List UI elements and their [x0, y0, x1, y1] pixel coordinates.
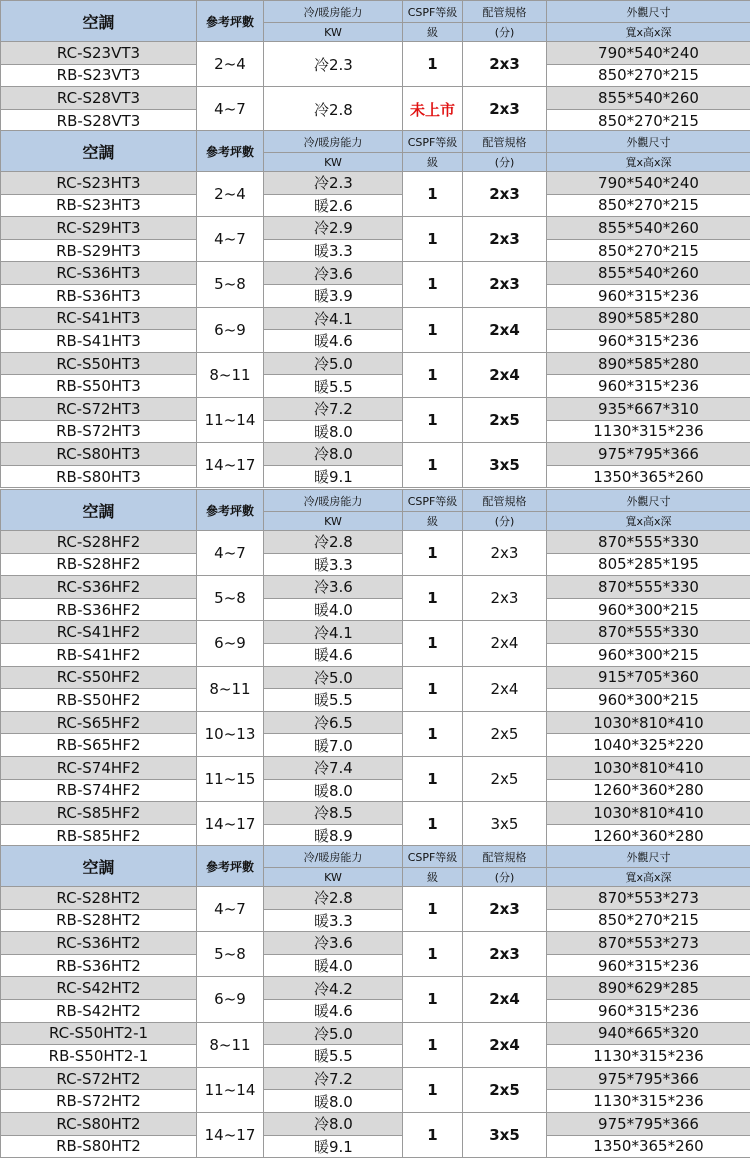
heating-capacity: 暖5.5 [264, 1045, 403, 1068]
table-row [1, 621, 750, 644]
table-row [1, 932, 750, 955]
spec-table-1 [0, 0, 750, 132]
heating-capacity: 暖3.3 [264, 553, 403, 576]
heating-capacity: 暖4.6 [264, 330, 403, 353]
pipe-spec: 2x3 [463, 217, 547, 262]
reference-area: 5~8 [197, 576, 264, 621]
cspf-grade: 1 [403, 1067, 463, 1112]
pipe-spec: 2x4 [463, 977, 547, 1022]
cooling-capacity: 冷5.0 [264, 352, 403, 375]
indoor-dimensions: 870*555*330 [547, 531, 750, 554]
indoor-dimensions: 870*555*330 [547, 576, 750, 599]
indoor-dimensions: 1030*810*410 [547, 756, 750, 779]
table-row [1, 1067, 750, 1090]
indoor-model: RC-S28HF2 [1, 531, 197, 554]
header-cspf: CSPF等級 [403, 846, 463, 868]
heating-capacity: 暖2.6 [264, 194, 403, 217]
outdoor-model: RB-S42HT2 [1, 999, 197, 1022]
pipe-spec: 2x4 [463, 666, 547, 711]
indoor-model: RC-S72HT2 [1, 1067, 197, 1090]
table-row [1, 262, 750, 285]
pipe-spec: 2x4 [463, 621, 547, 666]
table-row [1, 217, 750, 240]
indoor-model: RC-S50HT2-1 [1, 1022, 197, 1045]
spec-table-3 [0, 489, 750, 847]
cooling-capacity: 冷7.2 [264, 397, 403, 420]
table-row [1, 734, 750, 757]
outdoor-dimensions: 1350*365*260 [547, 465, 750, 488]
table-row [1, 443, 750, 466]
outdoor-dimensions: 960*300*215 [547, 598, 750, 621]
indoor-model: RC-S41HF2 [1, 621, 197, 644]
pipe-spec: 2x3 [463, 262, 547, 307]
header-ref-area: 參考坪數 [197, 490, 264, 531]
pipe-spec: 2x4 [463, 1022, 547, 1067]
cooling-capacity: 冷6.5 [264, 711, 403, 734]
table-row [1, 465, 750, 488]
pipe-spec: 3x5 [463, 443, 547, 488]
cspf-grade: 1 [403, 977, 463, 1022]
reference-area: 4~7 [197, 87, 264, 132]
heating-capacity: 暖5.5 [264, 375, 403, 398]
indoor-dimensions: 855*540*260 [547, 87, 750, 110]
cspf-grade: 1 [403, 443, 463, 488]
cspf-grade: 1 [403, 802, 463, 847]
header-pipe: 配管規格 [463, 846, 547, 868]
heating-capacity: 暖9.1 [264, 1135, 403, 1158]
outdoor-model: RB-S85HF2 [1, 824, 197, 847]
pipe-spec: 3x5 [463, 1112, 547, 1157]
header-capacity: 冷/暖房能力 [264, 490, 403, 512]
heating-capacity: 暖8.0 [264, 420, 403, 443]
outdoor-model: RB-S72HT3 [1, 420, 197, 443]
cooling-capacity: 冷8.0 [264, 1112, 403, 1135]
outdoor-dimensions: 1130*315*236 [547, 1045, 750, 1068]
table-row [1, 689, 750, 712]
table-header-row [1, 1, 750, 23]
table-row [1, 954, 750, 977]
table-header-row [1, 131, 750, 153]
table-row [1, 330, 750, 353]
pipe-spec: 2x3 [463, 531, 547, 576]
reference-area: 2~4 [197, 42, 264, 87]
heating-capacity: 暖4.6 [264, 643, 403, 666]
indoor-model: RC-S29HT3 [1, 217, 197, 240]
reference-area: 11~14 [197, 1067, 264, 1112]
outdoor-model: RB-S28HF2 [1, 553, 197, 576]
indoor-model: RC-S85HF2 [1, 802, 197, 825]
indoor-dimensions: 915*705*360 [547, 666, 750, 689]
header-pipe: 配管規格 [463, 490, 547, 512]
cooling-capacity: 冷3.6 [264, 576, 403, 599]
header-capacity: 冷/暖房能力 [264, 846, 403, 868]
cspf-grade: 1 [403, 621, 463, 666]
indoor-dimensions: 855*540*260 [547, 262, 750, 285]
outdoor-dimensions: 1040*325*220 [547, 734, 750, 757]
table-row [1, 239, 750, 262]
outdoor-dimensions: 850*270*215 [547, 194, 750, 217]
header-ref-area: 參考坪數 [197, 846, 264, 887]
table-row [1, 802, 750, 825]
cooling-capacity: 冷2.3 [264, 42, 403, 87]
outdoor-model: RB-S41HT3 [1, 330, 197, 353]
table-row [1, 643, 750, 666]
heating-capacity: 暖8.0 [264, 779, 403, 802]
table-row [1, 909, 750, 932]
cspf-grade: 1 [403, 307, 463, 352]
cspf-grade: 1 [403, 1022, 463, 1067]
pipe-spec: 2x5 [463, 756, 547, 801]
reference-area: 8~11 [197, 352, 264, 397]
table-row [1, 779, 750, 802]
indoor-model: RC-S80HT2 [1, 1112, 197, 1135]
outdoor-model: RB-S72HT2 [1, 1090, 197, 1113]
heating-capacity: 暖8.0 [264, 1090, 403, 1113]
header-pipe: 配管規格 [463, 131, 547, 153]
outdoor-model: RB-S23VT3 [1, 64, 197, 87]
outdoor-dimensions: 1130*315*236 [547, 1090, 750, 1113]
header-title: 空調 [1, 846, 197, 887]
header-ref-area: 參考坪數 [197, 131, 264, 172]
header-capacity: 冷/暖房能力 [264, 131, 403, 153]
outdoor-model: RB-S74HF2 [1, 779, 197, 802]
pipe-spec: 2x3 [463, 87, 547, 132]
pipe-spec: 3x5 [463, 802, 547, 847]
cspf-grade: 1 [403, 887, 463, 932]
cspf-grade: 1 [403, 711, 463, 756]
outdoor-dimensions: 1130*315*236 [547, 420, 750, 443]
outdoor-model: RB-S65HF2 [1, 734, 197, 757]
table-row [1, 977, 750, 1000]
table-row [1, 756, 750, 779]
header-title: 空調 [1, 131, 197, 172]
indoor-model: RC-S65HF2 [1, 711, 197, 734]
reference-area: 14~17 [197, 443, 264, 488]
pipe-spec: 2x5 [463, 397, 547, 442]
header-cspf-unit: 級 [403, 23, 463, 42]
outdoor-dimensions: 850*270*215 [547, 64, 750, 87]
table-row [1, 172, 750, 195]
pipe-spec: 2x5 [463, 711, 547, 756]
table-header-row [1, 846, 750, 868]
heating-capacity: 暖9.1 [264, 465, 403, 488]
outdoor-dimensions: 960*315*236 [547, 284, 750, 307]
cooling-capacity: 冷5.0 [264, 666, 403, 689]
table-row [1, 42, 750, 65]
table-row [1, 999, 750, 1022]
indoor-dimensions: 870*555*330 [547, 621, 750, 644]
cooling-capacity: 冷4.1 [264, 307, 403, 330]
header-dimensions: 外觀尺寸 [547, 846, 750, 868]
header-ref-area: 參考坪數 [197, 1, 264, 42]
indoor-dimensions: 890*585*280 [547, 352, 750, 375]
outdoor-model: RB-S29HT3 [1, 239, 197, 262]
heating-capacity: 暖4.0 [264, 954, 403, 977]
cooling-capacity: 冷2.8 [264, 87, 403, 132]
indoor-dimensions: 790*540*240 [547, 172, 750, 195]
outdoor-model: RB-S28VT3 [1, 109, 197, 132]
cspf-grade: 1 [403, 262, 463, 307]
cooling-capacity: 冷7.4 [264, 756, 403, 779]
header-cspf-unit: 級 [403, 512, 463, 531]
table-row [1, 420, 750, 443]
cspf-grade: 1 [403, 756, 463, 801]
table-row [1, 824, 750, 847]
reference-area: 8~11 [197, 1022, 264, 1067]
reference-area: 11~15 [197, 756, 264, 801]
header-capacity-unit: KW [264, 153, 403, 172]
outdoor-dimensions: 1350*365*260 [547, 1135, 750, 1158]
cooling-capacity: 冷4.1 [264, 621, 403, 644]
outdoor-dimensions: 850*270*215 [547, 909, 750, 932]
cspf-grade: 1 [403, 1112, 463, 1157]
header-pipe-unit: (分) [463, 512, 547, 531]
header-dimensions-unit: 寬x高x深 [547, 512, 750, 531]
reference-area: 2~4 [197, 172, 264, 217]
header-pipe: 配管規格 [463, 1, 547, 23]
outdoor-dimensions: 960*315*236 [547, 954, 750, 977]
table-row [1, 194, 750, 217]
table-row [1, 1135, 750, 1158]
outdoor-model: RB-S80HT2 [1, 1135, 197, 1158]
pipe-spec: 2x4 [463, 307, 547, 352]
indoor-model: RC-S50HT3 [1, 352, 197, 375]
cooling-capacity: 冷4.2 [264, 977, 403, 1000]
reference-area: 8~11 [197, 666, 264, 711]
table-row [1, 1045, 750, 1068]
table-row [1, 1090, 750, 1113]
cspf-grade: 未上市 [403, 87, 463, 132]
table-row [1, 352, 750, 375]
table-row [1, 531, 750, 554]
indoor-dimensions: 1030*810*410 [547, 711, 750, 734]
header-cspf-unit: 級 [403, 153, 463, 172]
reference-area: 4~7 [197, 217, 264, 262]
outdoor-dimensions: 850*270*215 [547, 239, 750, 262]
reference-area: 6~9 [197, 977, 264, 1022]
heating-capacity: 暖4.0 [264, 598, 403, 621]
indoor-model: RC-S41HT3 [1, 307, 197, 330]
spec-table-4 [0, 845, 750, 1158]
indoor-model: RC-S80HT3 [1, 443, 197, 466]
cspf-grade: 1 [403, 932, 463, 977]
indoor-model: RC-S42HT2 [1, 977, 197, 1000]
header-capacity-unit: KW [264, 512, 403, 531]
cspf-grade: 1 [403, 397, 463, 442]
indoor-model: RC-S36HT3 [1, 262, 197, 285]
reference-area: 6~9 [197, 307, 264, 352]
table-row [1, 666, 750, 689]
header-dimensions-unit: 寬x高x深 [547, 153, 750, 172]
header-dimensions-unit: 寬x高x深 [547, 868, 750, 887]
header-title: 空調 [1, 1, 197, 42]
indoor-model: RC-S36HT2 [1, 932, 197, 955]
heating-capacity: 暖5.5 [264, 689, 403, 712]
indoor-dimensions: 890*629*285 [547, 977, 750, 1000]
table-row [1, 598, 750, 621]
cooling-capacity: 冷8.0 [264, 443, 403, 466]
heating-capacity: 暖7.0 [264, 734, 403, 757]
reference-area: 5~8 [197, 262, 264, 307]
table-row [1, 284, 750, 307]
spec-table-2 [0, 130, 750, 488]
outdoor-model: RB-S50HT2-1 [1, 1045, 197, 1068]
reference-area: 10~13 [197, 711, 264, 756]
header-pipe-unit: (分) [463, 153, 547, 172]
indoor-dimensions: 975*795*366 [547, 1112, 750, 1135]
header-title: 空調 [1, 490, 197, 531]
cspf-grade: 1 [403, 666, 463, 711]
heating-capacity: 暖3.9 [264, 284, 403, 307]
cooling-capacity: 冷3.6 [264, 932, 403, 955]
table-row [1, 307, 750, 330]
indoor-model: RC-S23VT3 [1, 42, 197, 65]
indoor-dimensions: 1030*810*410 [547, 802, 750, 825]
indoor-dimensions: 870*553*273 [547, 932, 750, 955]
indoor-model: RC-S74HF2 [1, 756, 197, 779]
heating-capacity: 暖3.3 [264, 239, 403, 262]
outdoor-model: RB-S28HT2 [1, 909, 197, 932]
reference-area: 4~7 [197, 531, 264, 576]
table-row [1, 887, 750, 910]
indoor-dimensions: 975*795*366 [547, 443, 750, 466]
cspf-grade: 1 [403, 531, 463, 576]
outdoor-dimensions: 1260*360*280 [547, 779, 750, 802]
indoor-dimensions: 790*540*240 [547, 42, 750, 65]
heating-capacity: 暖4.6 [264, 999, 403, 1022]
reference-area: 14~17 [197, 1112, 264, 1157]
header-dimensions: 外觀尺寸 [547, 490, 750, 512]
table-row [1, 711, 750, 734]
outdoor-dimensions: 960*315*236 [547, 375, 750, 398]
indoor-dimensions: 940*665*320 [547, 1022, 750, 1045]
reference-area: 6~9 [197, 621, 264, 666]
indoor-dimensions: 975*795*366 [547, 1067, 750, 1090]
indoor-model: RC-S72HT3 [1, 397, 197, 420]
header-cspf: CSPF等級 [403, 1, 463, 23]
table-row [1, 1112, 750, 1135]
pipe-spec: 2x3 [463, 887, 547, 932]
header-dimensions: 外觀尺寸 [547, 1, 750, 23]
cspf-grade: 1 [403, 42, 463, 87]
table-header-row [1, 490, 750, 512]
reference-area: 5~8 [197, 932, 264, 977]
header-pipe-unit: (分) [463, 868, 547, 887]
header-cspf-unit: 級 [403, 868, 463, 887]
outdoor-dimensions: 805*285*195 [547, 553, 750, 576]
cspf-grade: 1 [403, 172, 463, 217]
outdoor-dimensions: 850*270*215 [547, 109, 750, 132]
cooling-capacity: 冷7.2 [264, 1067, 403, 1090]
reference-area: 14~17 [197, 802, 264, 847]
cooling-capacity: 冷2.8 [264, 531, 403, 554]
outdoor-dimensions: 960*300*215 [547, 689, 750, 712]
outdoor-dimensions: 960*315*236 [547, 999, 750, 1022]
cooling-capacity: 冷5.0 [264, 1022, 403, 1045]
header-dimensions: 外觀尺寸 [547, 131, 750, 153]
outdoor-model: RB-S36HT2 [1, 954, 197, 977]
cooling-capacity: 冷2.8 [264, 887, 403, 910]
header-capacity: 冷/暖房能力 [264, 1, 403, 23]
pipe-spec: 2x3 [463, 42, 547, 87]
header-cspf: CSPF等級 [403, 490, 463, 512]
table-row [1, 553, 750, 576]
pipe-spec: 2x4 [463, 352, 547, 397]
indoor-dimensions: 855*540*260 [547, 217, 750, 240]
outdoor-model: RB-S80HT3 [1, 465, 197, 488]
table-row [1, 576, 750, 599]
header-capacity-unit: KW [264, 23, 403, 42]
indoor-model: RC-S28HT2 [1, 887, 197, 910]
indoor-dimensions: 890*585*280 [547, 307, 750, 330]
outdoor-dimensions: 1260*360*280 [547, 824, 750, 847]
cspf-grade: 1 [403, 352, 463, 397]
cooling-capacity: 冷2.9 [264, 217, 403, 240]
table-row [1, 397, 750, 420]
cooling-capacity: 冷2.3 [264, 172, 403, 195]
cooling-capacity: 冷3.6 [264, 262, 403, 285]
pipe-spec: 2x5 [463, 1067, 547, 1112]
outdoor-model: RB-S23HT3 [1, 194, 197, 217]
outdoor-dimensions: 960*300*215 [547, 643, 750, 666]
header-dimensions-unit: 寬x高x深 [547, 23, 750, 42]
indoor-model: RC-S28VT3 [1, 87, 197, 110]
indoor-model: RC-S36HF2 [1, 576, 197, 599]
cspf-grade: 1 [403, 217, 463, 262]
table-row [1, 375, 750, 398]
outdoor-model: RB-S50HF2 [1, 689, 197, 712]
outdoor-model: RB-S36HF2 [1, 598, 197, 621]
heating-capacity: 暖8.9 [264, 824, 403, 847]
header-cspf: CSPF等級 [403, 131, 463, 153]
pipe-spec: 2x3 [463, 576, 547, 621]
indoor-model: RC-S50HF2 [1, 666, 197, 689]
outdoor-model: RB-S41HF2 [1, 643, 197, 666]
outdoor-model: RB-S36HT3 [1, 284, 197, 307]
header-capacity-unit: KW [264, 868, 403, 887]
outdoor-dimensions: 960*315*236 [547, 330, 750, 353]
header-pipe-unit: (分) [463, 23, 547, 42]
reference-area: 11~14 [197, 397, 264, 442]
table-row [1, 87, 750, 110]
indoor-model: RC-S23HT3 [1, 172, 197, 195]
reference-area: 4~7 [197, 887, 264, 932]
indoor-dimensions: 870*553*273 [547, 887, 750, 910]
indoor-dimensions: 935*667*310 [547, 397, 750, 420]
pipe-spec: 2x3 [463, 932, 547, 977]
outdoor-model: RB-S50HT3 [1, 375, 197, 398]
pipe-spec: 2x3 [463, 172, 547, 217]
cooling-capacity: 冷8.5 [264, 802, 403, 825]
table-row [1, 1022, 750, 1045]
cspf-grade: 1 [403, 576, 463, 621]
heating-capacity: 暖3.3 [264, 909, 403, 932]
